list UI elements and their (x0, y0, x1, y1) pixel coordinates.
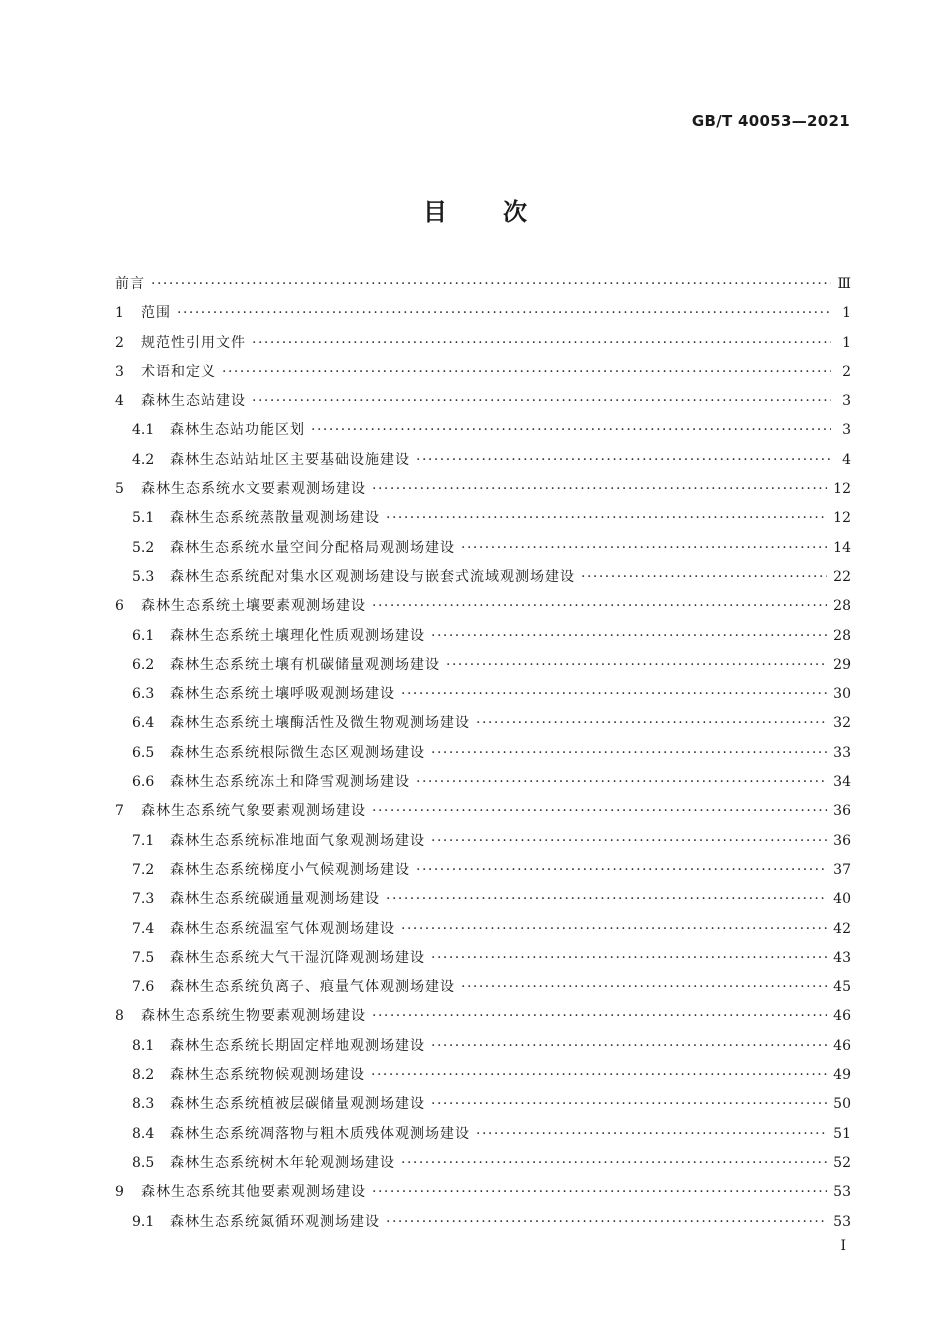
toc-dot-leader (476, 709, 827, 738)
toc-entry-page: 43 (833, 949, 851, 966)
toc-dot-leader (372, 1002, 827, 1031)
toc-entry[interactable] (115, 915, 851, 944)
toc-entry-title: 森林生态系统其他要素观测场建设 (141, 1184, 366, 1201)
toc-entry-number: 7 (115, 803, 124, 820)
toc-entry[interactable] (115, 475, 851, 504)
toc-entry-title: 森林生态系统水量空间分配格局观测场建设 (170, 539, 455, 556)
toc-entry-page: 1 (842, 305, 851, 322)
toc-entry-title: 森林生态系统冻土和降雪观测场建设 (170, 774, 410, 791)
toc-entry[interactable] (115, 416, 851, 445)
toc-dot-leader (431, 944, 827, 973)
toc-entry-page: 52 (833, 1154, 851, 1171)
toc-entry-page: 49 (833, 1067, 851, 1084)
toc-entry-page: Ⅲ (837, 276, 851, 292)
toc-entry[interactable] (115, 1208, 851, 1237)
toc-dot-leader (581, 563, 827, 592)
toc-entry[interactable] (115, 358, 851, 387)
toc-entry-page: 37 (833, 861, 851, 878)
toc-dot-leader (401, 1149, 827, 1178)
toc-entry-page: 46 (833, 1037, 851, 1054)
toc-dot-leader (416, 768, 827, 797)
toc-entry-number: 6.4 (132, 715, 155, 732)
toc-entry[interactable] (115, 973, 851, 1002)
toc-entry-title: 规范性引用文件 (141, 334, 246, 351)
toc-entry-number: 7.6 (132, 979, 155, 996)
toc-dot-leader (461, 973, 827, 1002)
toc-entry-number: 2 (115, 334, 124, 351)
toc-dot-leader (386, 885, 827, 914)
toc-entry[interactable] (115, 329, 851, 358)
toc-entry-number: 6.1 (132, 627, 155, 644)
toc-entry-title: 森林生态系统根际微生态区观测场建设 (170, 744, 425, 761)
toc-entry-number: 6.3 (132, 686, 155, 703)
toc-entry-page: 46 (833, 1008, 851, 1025)
toc-entry[interactable] (115, 856, 851, 885)
toc-dot-leader (476, 1120, 827, 1149)
toc-entry[interactable] (115, 768, 851, 797)
toc-entry[interactable] (115, 592, 851, 621)
toc-entry-number: 4 (115, 393, 124, 410)
toc-entry[interactable] (115, 1090, 851, 1119)
toc-entry-title: 森林生态系统土壤有机碳储量观测场建设 (170, 656, 440, 673)
toc-entry-title: 前言 (115, 276, 145, 292)
toc-entry-title: 森林生态站站址区主要基础设施建设 (170, 451, 410, 468)
toc-entry[interactable] (115, 1178, 851, 1207)
toc-dot-leader (431, 1090, 827, 1119)
toc-entry-page: 33 (833, 744, 851, 761)
toc-entry-number: 6.2 (132, 656, 155, 673)
toc-entry-page: 4 (842, 451, 851, 468)
toc-dot-leader (372, 1178, 827, 1207)
toc-entry-page: 53 (833, 1213, 851, 1230)
toc-entry-title: 术语和定义 (141, 363, 216, 380)
toc-entry[interactable] (115, 827, 851, 856)
toc-entry-page: 45 (833, 979, 851, 996)
toc-entry[interactable] (115, 622, 851, 651)
toc-entry-page: 29 (833, 656, 851, 673)
toc-entry[interactable] (115, 1120, 851, 1149)
toc-entry-page: 14 (833, 539, 851, 556)
toc-entry[interactable] (115, 651, 851, 680)
toc-dot-leader (431, 739, 827, 768)
toc-entry-title: 森林生态系统大气干湿沉降观测场建设 (170, 949, 425, 966)
toc-entry-page: 50 (833, 1096, 851, 1113)
toc-dot-leader (416, 446, 831, 475)
toc-entry-number: 4.2 (132, 451, 155, 468)
toc-entry-number: 5.2 (132, 539, 155, 556)
toc-entry[interactable] (115, 739, 851, 768)
document-code: GB/T 40053—2021 (691, 112, 850, 130)
toc-entry-page: 2 (842, 363, 851, 380)
toc-dot-leader (151, 270, 831, 299)
toc-entry[interactable] (115, 1032, 851, 1061)
toc-dot-leader (371, 1061, 827, 1090)
toc-dot-leader (401, 680, 827, 709)
toc-entry-title: 森林生态站功能区划 (170, 422, 305, 439)
toc-entry-title: 森林生态系统标准地面气象观测场建设 (170, 832, 425, 849)
toc-entry-page: 3 (842, 393, 851, 410)
toc-entry[interactable] (115, 709, 851, 738)
toc-dot-leader (401, 915, 827, 944)
toc-entry-number: 7.3 (132, 891, 155, 908)
toc-entry-title: 范围 (141, 305, 171, 322)
toc-entry-page: 34 (833, 774, 851, 791)
toc-entry-title: 森林生态系统土壤呼吸观测场建设 (170, 686, 395, 703)
toc-dot-leader (416, 856, 827, 885)
toc-entry-title: 森林生态系统凋落物与粗木质残体观测场建设 (170, 1125, 470, 1142)
toc-entry[interactable] (115, 504, 851, 533)
toc-entry-title: 森林生态系统负离子、痕量气体观测场建设 (170, 979, 455, 996)
toc-entry-number: 8.5 (132, 1154, 155, 1171)
toc-entry-page: 40 (833, 891, 851, 908)
toc-entry[interactable] (115, 270, 851, 299)
toc-entry-number: 1 (115, 305, 124, 322)
toc-entry-page: 36 (833, 832, 851, 849)
toc-entry-title: 森林生态系统生物要素观测场建设 (141, 1008, 366, 1025)
toc-entry-title: 森林生态系统土壤酶活性及微生物观测场建设 (170, 715, 470, 732)
toc-entry-number: 7.1 (132, 832, 155, 849)
toc-entry-title: 森林生态站建设 (141, 393, 246, 410)
toc-entry[interactable] (115, 797, 851, 826)
toc-entry-page: 1 (842, 334, 851, 351)
toc-entry-title: 森林生态系统物候观测场建设 (170, 1067, 365, 1084)
toc-entry-number: 6.6 (132, 774, 155, 791)
toc-dot-leader (446, 651, 827, 680)
toc-entry[interactable] (115, 944, 851, 973)
toc-entry-title: 森林生态系统氮循环观测场建设 (170, 1213, 380, 1230)
toc-dot-leader (431, 827, 827, 856)
toc-entry-number: 5.1 (132, 510, 155, 527)
toc-entry-number: 3 (115, 363, 124, 380)
toc-entry-page: 32 (833, 715, 851, 732)
toc-entry-title: 森林生态系统长期固定样地观测场建设 (170, 1037, 425, 1054)
toc-dot-leader (222, 358, 831, 387)
toc-dot-leader (386, 1208, 827, 1237)
toc-entry[interactable] (115, 680, 851, 709)
toc-entry-title: 森林生态系统土壤要素观测场建设 (141, 598, 366, 615)
toc-entry-title: 森林生态系统蒸散量观测场建设 (170, 510, 380, 527)
toc-entry-number: 5.3 (132, 568, 155, 585)
toc-entry-title: 森林生态系统土壤理化性质观测场建设 (170, 627, 425, 644)
toc-entry-number: 8.4 (132, 1125, 155, 1142)
toc-dot-leader (372, 797, 827, 826)
toc-entry-page: 22 (833, 568, 851, 585)
toc-entry-title: 森林生态系统梯度小气候观测场建设 (170, 861, 410, 878)
toc-dot-leader (177, 299, 831, 328)
toc-dot-leader (252, 329, 831, 358)
toc-entry[interactable] (115, 446, 851, 475)
toc-entry-number: 9 (115, 1184, 124, 1201)
toc-dot-leader (372, 592, 827, 621)
toc-entry-page: 28 (833, 627, 851, 644)
toc-entry[interactable] (115, 534, 851, 563)
toc-entry[interactable] (115, 299, 851, 328)
toc-entry[interactable] (115, 1002, 851, 1031)
toc-entry-page: 53 (833, 1184, 851, 1201)
page-title: 目次 (423, 198, 583, 226)
table-of-contents (115, 270, 851, 1237)
toc-entry-number: 8 (115, 1008, 124, 1025)
toc-entry-number: 9.1 (132, 1213, 155, 1230)
toc-entry[interactable] (115, 563, 851, 592)
toc-entry[interactable] (115, 387, 851, 416)
toc-entry[interactable] (115, 1061, 851, 1090)
toc-entry-title: 森林生态系统水文要素观测场建设 (141, 481, 366, 498)
toc-entry-title: 森林生态系统树木年轮观测场建设 (170, 1154, 395, 1171)
toc-entry-page: 42 (833, 920, 851, 937)
toc-dot-leader (461, 534, 827, 563)
toc-entry-number: 4.1 (132, 422, 155, 439)
toc-entry-title: 森林生态系统配对集水区观测场建设与嵌套式流域观测场建设 (170, 568, 575, 585)
toc-entry-number: 7.2 (132, 861, 155, 878)
toc-entry-number: 7.4 (132, 920, 155, 937)
toc-entry-number: 8.2 (132, 1067, 155, 1084)
toc-dot-leader (311, 416, 831, 445)
toc-entry-page: 36 (833, 803, 851, 820)
toc-entry-number: 5 (115, 481, 124, 498)
toc-entry-page: 3 (842, 422, 851, 439)
toc-dot-leader (372, 475, 827, 504)
toc-dot-leader (431, 622, 827, 651)
page-number: I (840, 1238, 846, 1254)
toc-entry-title: 森林生态系统气象要素观测场建设 (141, 803, 366, 820)
toc-dot-leader (386, 504, 827, 533)
toc-entry-title: 森林生态系统碳通量观测场建设 (170, 891, 380, 908)
toc-entry-number: 6 (115, 598, 124, 615)
toc-dot-leader (252, 387, 831, 416)
toc-entry-page: 30 (833, 686, 851, 703)
toc-entry-title: 森林生态系统温室气体观测场建设 (170, 920, 395, 937)
toc-entry-number: 6.5 (132, 744, 155, 761)
toc-entry-page: 12 (833, 481, 851, 498)
toc-entry[interactable] (115, 1149, 851, 1178)
toc-entry-page: 51 (833, 1125, 851, 1142)
toc-entry[interactable] (115, 885, 851, 914)
toc-dot-leader (431, 1032, 827, 1061)
toc-entry-number: 8.3 (132, 1096, 155, 1113)
toc-entry-page: 28 (833, 598, 851, 615)
toc-entry-page: 12 (833, 510, 851, 527)
toc-entry-number: 8.1 (132, 1037, 155, 1054)
toc-entry-number: 7.5 (132, 949, 155, 966)
toc-entry-title: 森林生态系统植被层碳储量观测场建设 (170, 1096, 425, 1113)
